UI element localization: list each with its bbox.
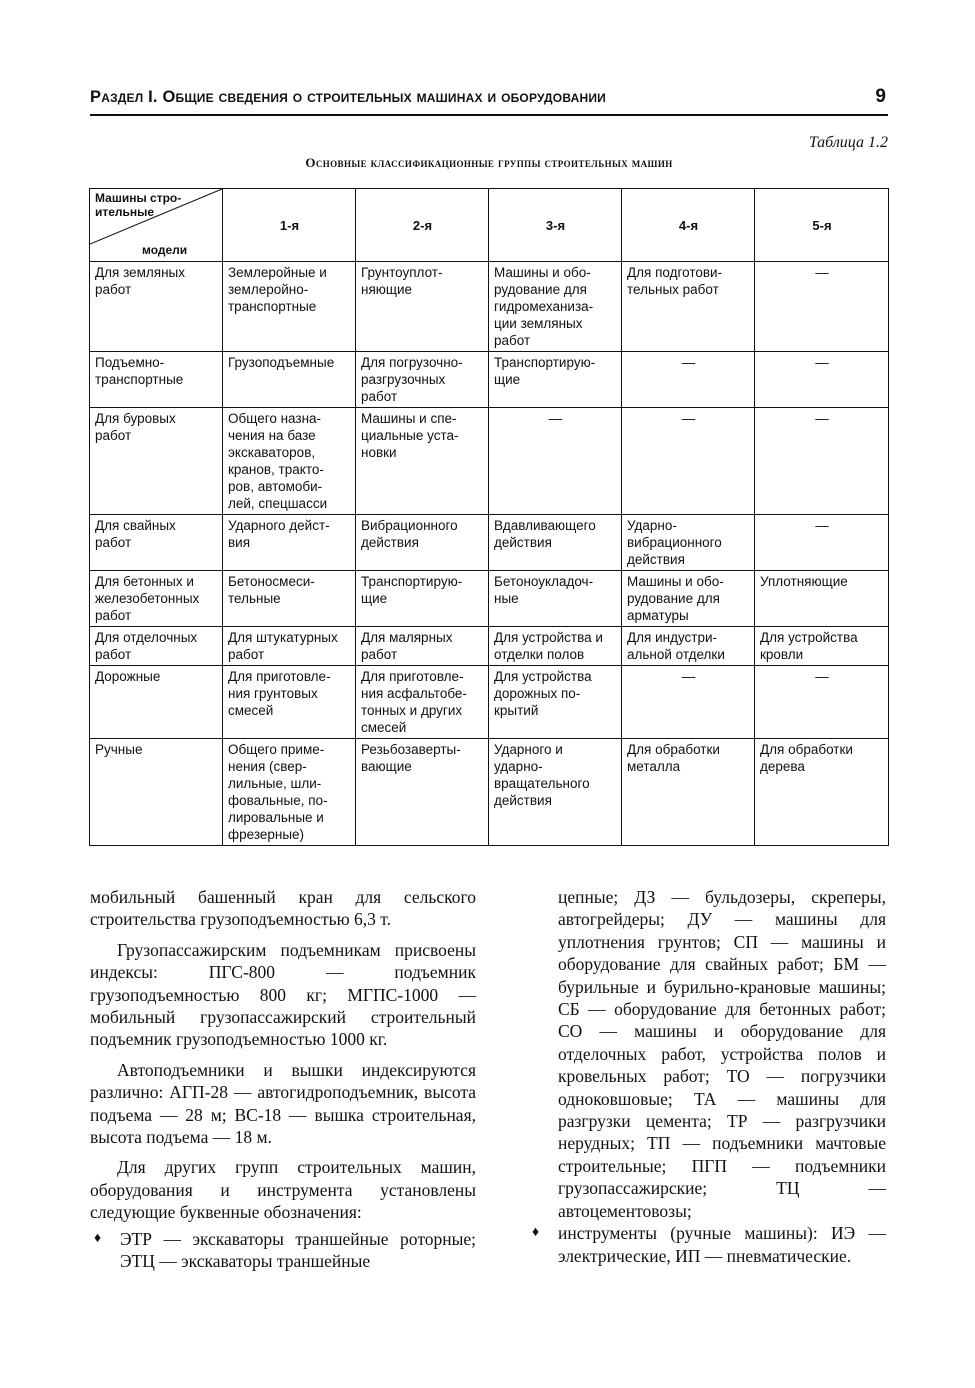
bullet-text: ЭТР — экскаваторы траншейные роторные; ЭТЦ — экскаваторы траншейные bbox=[120, 1228, 476, 1272]
section-title: Раздел I. Общие сведения о строительных машинах и оборудовании bbox=[90, 88, 606, 106]
table-cell: — bbox=[622, 666, 755, 739]
paragraph: мобильный башенный кран для сельского строительства грузоподъемностью 6,3 т. bbox=[90, 887, 476, 930]
running-header bbox=[90, 88, 888, 116]
table-cell: Для обработки металла bbox=[622, 739, 755, 846]
table-cell: Общего приме- нения (свер- лильные, шли- фовальные, по- лировальные и фрезерные) bbox=[223, 739, 356, 846]
column-header: 4-я bbox=[622, 189, 755, 262]
table-cell: Для устройства кровли bbox=[755, 627, 889, 666]
bullet-continuation bbox=[528, 886, 886, 1222]
table-label: Таблица 1.2 bbox=[808, 134, 888, 151]
bullet-item bbox=[90, 1228, 476, 1273]
table-cell: — bbox=[755, 408, 889, 515]
corner-label-bottom: модели bbox=[142, 243, 188, 257]
table-cell: Вибрационного действия bbox=[356, 515, 489, 571]
paragraph: Для других групп строительных машин, оборудования и инструмента установлены следующие буквенные обозначения: bbox=[90, 1157, 476, 1223]
row-name: Для буровых работ bbox=[90, 408, 223, 515]
table-row bbox=[90, 666, 889, 739]
row-name: Ручные bbox=[90, 739, 223, 846]
row-name: Для отделочных работ bbox=[90, 627, 223, 666]
right-text-column bbox=[528, 886, 886, 1267]
table-row bbox=[90, 262, 889, 352]
bullet-text: цепные; ДЗ — бульдозеры, скреперы, автогрейдеры; ДУ — машины для уплотнения грунтов; СП — машины и оборудование для свайных работ; БМ — бурильные и бурильно-крановые машины; СБ — оборудование для бетонных работ; СО — машины и оборудование для отделочных работ, устройства полов и кровельных работ; ТО — погрузчики одноковшовые; ТА — машины для разгрузки цемента; ТР — разгрузчики нерудных; ТП — подъемники мачтовые строительные; ПГП — подъемники грузопассажирские; ТЦ — автоцементовозы; bbox=[558, 887, 886, 1221]
table-row bbox=[90, 352, 889, 408]
column-header: 2-я bbox=[356, 189, 489, 262]
table-cell: — bbox=[755, 515, 889, 571]
table-cell: Для обработки дерева bbox=[755, 739, 889, 846]
row-name: Дорожные bbox=[90, 666, 223, 739]
table-cell: Для индустри- альной отделки bbox=[622, 627, 755, 666]
table-cell: Бетоноукладоч- ные bbox=[489, 571, 622, 627]
table-cell: — bbox=[622, 408, 755, 515]
table-row bbox=[90, 739, 889, 846]
table-title: Основные классификационные группы строительных машин bbox=[305, 155, 673, 170]
bullet-text: инструменты (ручные машины): ИЭ — электрические, ИП — пневматические. bbox=[558, 1223, 886, 1266]
column-header: 5-я bbox=[755, 189, 889, 262]
diamond-bullet-icon: ♦ bbox=[94, 1230, 102, 1246]
table-cell: Транспортирую- щие bbox=[356, 571, 489, 627]
table-cell: Резьбозаверты- вающие bbox=[356, 739, 489, 846]
table-cell: Для подготови- тельных работ bbox=[622, 262, 755, 352]
table-cell: Машины и обо- рудование для гидромеханиза- ции земляных работ bbox=[489, 262, 622, 352]
column-header: 1-я bbox=[223, 189, 356, 262]
table-cell: — bbox=[755, 666, 889, 739]
table-cell: Общего назна- чения на базе экскаваторов, кранов, тракто- ров, автомоби- лей, спецшасси bbox=[223, 408, 356, 515]
table-cell: Землеройные и землеройно- транспортные bbox=[223, 262, 356, 352]
row-name: Для бетонных и железобетонных работ bbox=[90, 571, 223, 627]
table-row bbox=[90, 627, 889, 666]
table-cell: — bbox=[755, 262, 889, 352]
paragraph: Автоподъемники и вышки индексируются различно: АГП-28 — автогидроподъемник, высота подъема — 28 м; ВС-18 — вышка строительная, высота подъема — 18 м. bbox=[90, 1059, 476, 1148]
table-cell: — bbox=[755, 352, 889, 408]
table-cell: Машины и обо- рудование для арматуры bbox=[622, 571, 755, 627]
table-row bbox=[90, 571, 889, 627]
table-cell: Для малярных работ bbox=[356, 627, 489, 666]
left-text-column bbox=[90, 886, 476, 1273]
bullet-item bbox=[528, 1222, 886, 1267]
table-cell: Ударного дейст- вия bbox=[223, 515, 356, 571]
table-cell: Для устройства и отделки полов bbox=[489, 627, 622, 666]
table-cell: Транспортирую- щие bbox=[489, 352, 622, 408]
table-cell: Ударного и ударно- вращательного действия bbox=[489, 739, 622, 846]
table-cell: Грузоподъемные bbox=[223, 352, 356, 408]
paragraph: Грузопассажирским подъемникам присвоены индексы: ПГС-800 — подъемник грузоподъемностью 800 кг; МГПС-1000 — мобильный грузопассажирский строительный подъемник грузоподъемностью 1000 кг. bbox=[90, 939, 476, 1050]
table-row bbox=[90, 515, 889, 571]
table-cell: Для погрузочно- разгрузочных работ bbox=[356, 352, 489, 408]
corner-cell bbox=[90, 189, 223, 262]
diamond-bullet-icon: ♦ bbox=[532, 1225, 540, 1241]
table-cell: Ударно- вибрационного действия bbox=[622, 515, 755, 571]
column-header: 3-я bbox=[489, 189, 622, 262]
table-cell: Для штукатурных работ bbox=[223, 627, 356, 666]
table-cell: Для приготовле- ния грунтовых смесей bbox=[223, 666, 356, 739]
row-name: Подъемно- транспортные bbox=[90, 352, 223, 408]
table-cell: Вдавливающего действия bbox=[489, 515, 622, 571]
table-cell: — bbox=[622, 352, 755, 408]
table-cell: — bbox=[489, 408, 622, 515]
table-cell: Бетоносмеси- тельные bbox=[223, 571, 356, 627]
table-row bbox=[90, 408, 889, 515]
table-cell: Для устройства дорожных по- крытий bbox=[489, 666, 622, 739]
corner-label-top: Машины стро- ительные bbox=[95, 191, 182, 219]
classification-table bbox=[89, 188, 889, 846]
row-name: Для свайных работ bbox=[90, 515, 223, 571]
table-cell: Для приготовле- ния асфальтобе- тонных и других смесей bbox=[356, 666, 489, 739]
table-cell: Уплотняющие bbox=[755, 571, 889, 627]
row-name: Для земляных работ bbox=[90, 262, 223, 352]
table-header-row bbox=[90, 189, 889, 262]
table-cell: Машины и спе- циальные уста- новки bbox=[356, 408, 489, 515]
table-cell: Грунтоуплот- няющие bbox=[356, 262, 489, 352]
page-number: 9 bbox=[875, 86, 886, 107]
